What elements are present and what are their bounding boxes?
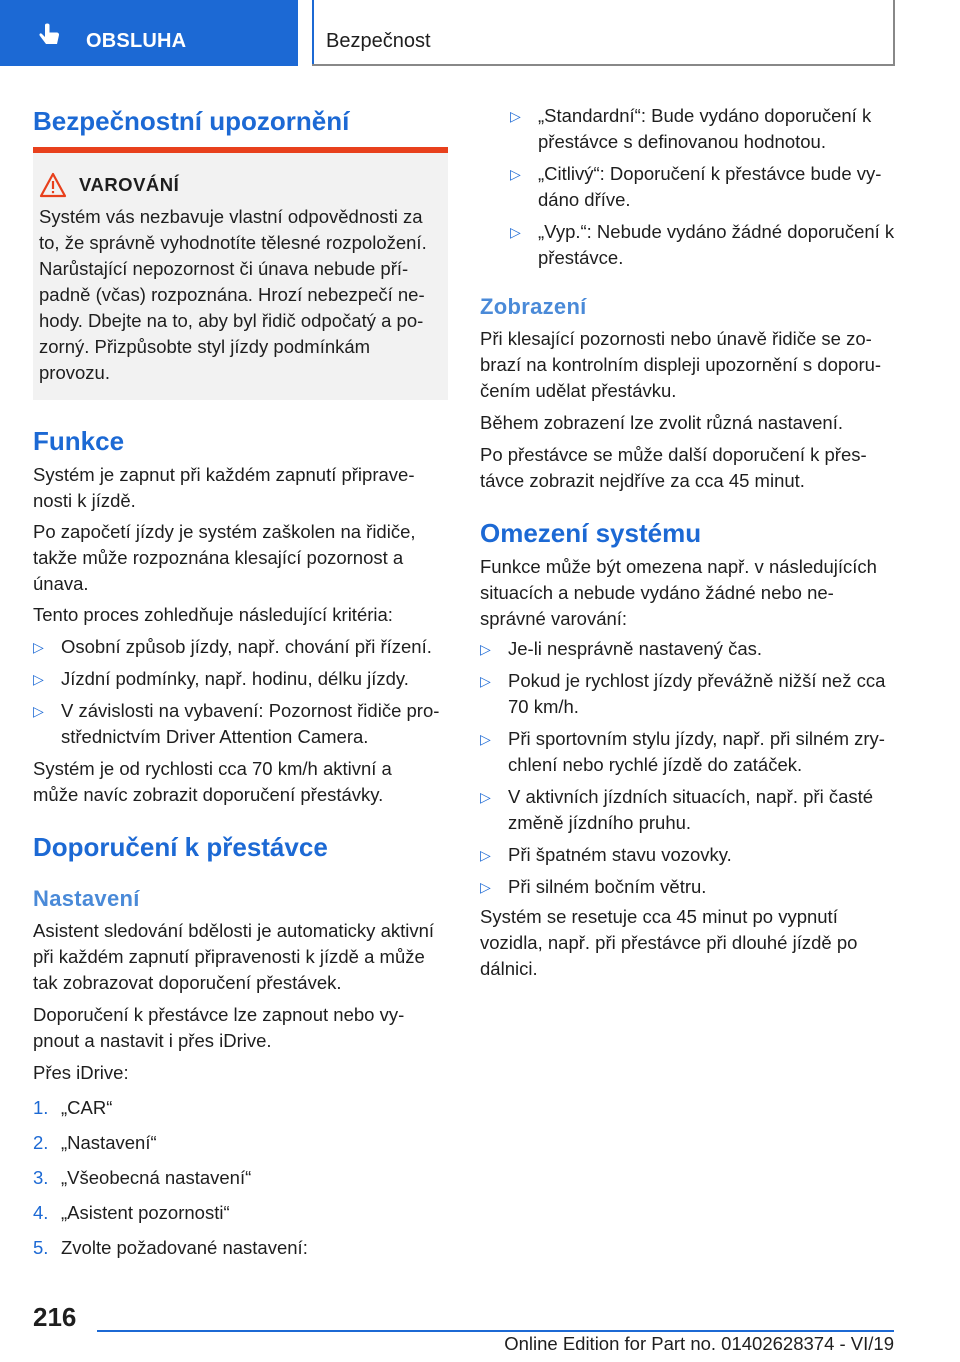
header-right-border [893, 0, 895, 66]
list-item: ▷ „Citlivý“: Doporučení k přestávce bude vy-dáno dříve. [510, 163, 882, 210]
list-item: 2. „Nastavení“ [33, 1132, 157, 1153]
triangle-bullet-icon: ▷ [480, 641, 491, 657]
list-item: ▷ V aktivních jízdních situacích, např. při časté změně jízdního pruhu. [480, 786, 874, 833]
funkce-paragraph-2: Po započetí jízdy je systém zaškolen na řidiče, takže může rozpoznána klesající pozornost a únava. [33, 521, 416, 594]
list-item: ▷ Při špatném stavu vozovky. [480, 842, 896, 868]
nastaveni-subheading: Nastavení [33, 886, 140, 911]
hand-pointer-icon [36, 22, 64, 50]
funkce-criteria-list [33, 634, 449, 756]
settings-options-list [510, 103, 900, 277]
list-item: ▷ Při silném bočním větru. [480, 874, 896, 900]
idrive-steps-list [33, 1095, 449, 1270]
triangle-bullet-icon: ▷ [480, 731, 491, 747]
list-item: ▷ „Vyp.“: Nebude vydáno žádné doporučení k přestávce. [510, 221, 895, 268]
footer-rule [97, 1330, 894, 1332]
header-divider [312, 0, 314, 66]
zobrazeni-paragraph-3: Po přestávce se může další doporučení k přes-távce zobrazit nejdříve za cca 45 minut. [480, 444, 867, 491]
warning-text: Systém vás nezbavuje vlastní odpovědnosti za to, že správně vyhodnotíte tělesné rozpoložení. Narůstající nepozornost či únava nebude pří-padně (včas) rozpoznána. Hrozí nebezpečí ne-hody. Dbejte na to, aby byl řidič odpočatý a po-zorný. Přizpůsobte styl jízdy podmínkám provozu. [39, 206, 427, 383]
edition-note: Online Edition for Part no. 01402628374 - VI/19 [504, 1333, 894, 1354]
section-tab[interactable] [0, 0, 298, 66]
triangle-bullet-icon: ▷ [480, 847, 491, 863]
zobrazeni-subheading: Zobrazení [480, 294, 587, 319]
section-tab-label: OBSLUHA [86, 30, 187, 52]
funkce-paragraph-4: Systém je od rychlosti cca 70 km/h aktivní a může navíc zobrazit doporučení přestávky. [33, 758, 392, 805]
list-item: 4. „Asistent pozornosti“ [33, 1202, 230, 1223]
list-item: 1. „CAR“ [33, 1097, 113, 1118]
header-rule [312, 64, 895, 66]
omezeni-paragraph-2: Systém se resetuje cca 45 minut po vypnutí vozidla, např. při přestávce při dlouhé jízdě po dálnici. [480, 906, 858, 979]
list-item: ▷ Osobní způsob jízdy, např. chování při řízení. [33, 634, 449, 660]
triangle-bullet-icon: ▷ [33, 639, 44, 655]
triangle-bullet-icon: ▷ [480, 789, 491, 805]
list-item: ▷ Pokud je rychlost jízdy převážně nižší než cca 70 km/h. [480, 670, 886, 717]
zobrazeni-paragraph-1: Při klesající pozornosti nebo únavě řidiče se zo-brazí na kontrolním displeji upozornění s doporu-čením udělat přestávku. [480, 328, 882, 401]
omezeni-heading: Omezení systému [480, 518, 702, 548]
triangle-bullet-icon: ▷ [510, 166, 521, 182]
list-item: ▷ Je-li nesprávně nastavený čas. [480, 636, 896, 662]
warning-title: VAROVÁNÍ [79, 174, 180, 195]
list-item: 5. Zvolte požadované nastavení: [33, 1237, 308, 1258]
nastaveni-paragraph-2: Doporučení k přestávce lze zapnout nebo vy-pnout a nastavit i přes iDrive. [33, 1004, 405, 1051]
nastaveni-paragraph-1: Asistent sledování bdělosti je automaticky aktivní při každém zapnutí připravenosti k jízdě a může tak zobrazovat doporučení přestávek. [33, 920, 435, 993]
funkce-paragraph-3: Tento proces zohledňuje následující kritéria: [33, 604, 393, 625]
list-item: ▷ „Standardní“: Bude vydáno doporučení k přestávce s definovanou hodnotou. [510, 105, 872, 152]
triangle-bullet-icon: ▷ [33, 703, 44, 719]
omezeni-paragraph-1: Funkce může být omezena např. v následujících situacích a nebude vydáno žádné nebo ne-správné varování: [480, 556, 877, 629]
triangle-bullet-icon: ▷ [480, 673, 491, 689]
nastaveni-paragraph-3: Přes iDrive: [33, 1062, 129, 1083]
funkce-paragraph-1: Systém je zapnut při každém zapnutí připrave-nosti k jízdě. [33, 464, 415, 511]
zobrazeni-paragraph-2: Během zobrazení lze zvolit různá nastavení. [480, 412, 843, 433]
triangle-bullet-icon: ▷ [33, 671, 44, 687]
funkce-heading: Funkce [33, 426, 125, 456]
list-item: 3. „Všeobecná nastavení“ [33, 1167, 252, 1188]
doporuceni-heading: Doporučení k přestávce [33, 832, 328, 862]
list-item: ▷ Jízdní podmínky, např. hodinu, délku jízdy. [33, 666, 449, 692]
safety-heading: Bezpečnostní upozornění [33, 106, 350, 136]
omezeni-list [480, 636, 896, 906]
warning-bar [33, 147, 448, 153]
triangle-bullet-icon: ▷ [510, 224, 521, 240]
triangle-bullet-icon: ▷ [480, 879, 491, 895]
warning-triangle-icon [39, 172, 67, 198]
chapter-title: Bezpečnost [326, 30, 431, 52]
page-number: 216 [33, 1302, 77, 1332]
list-item: ▷ V závislosti na vybavení: Pozornost řidiče pro-střednictvím Driver Attention Camera. [33, 700, 440, 747]
list-item: ▷ Při sportovním stylu jízdy, např. při silném zry-chlení nebo rychlé jízdě do zatáček. [480, 728, 885, 775]
triangle-bullet-icon: ▷ [510, 108, 521, 124]
